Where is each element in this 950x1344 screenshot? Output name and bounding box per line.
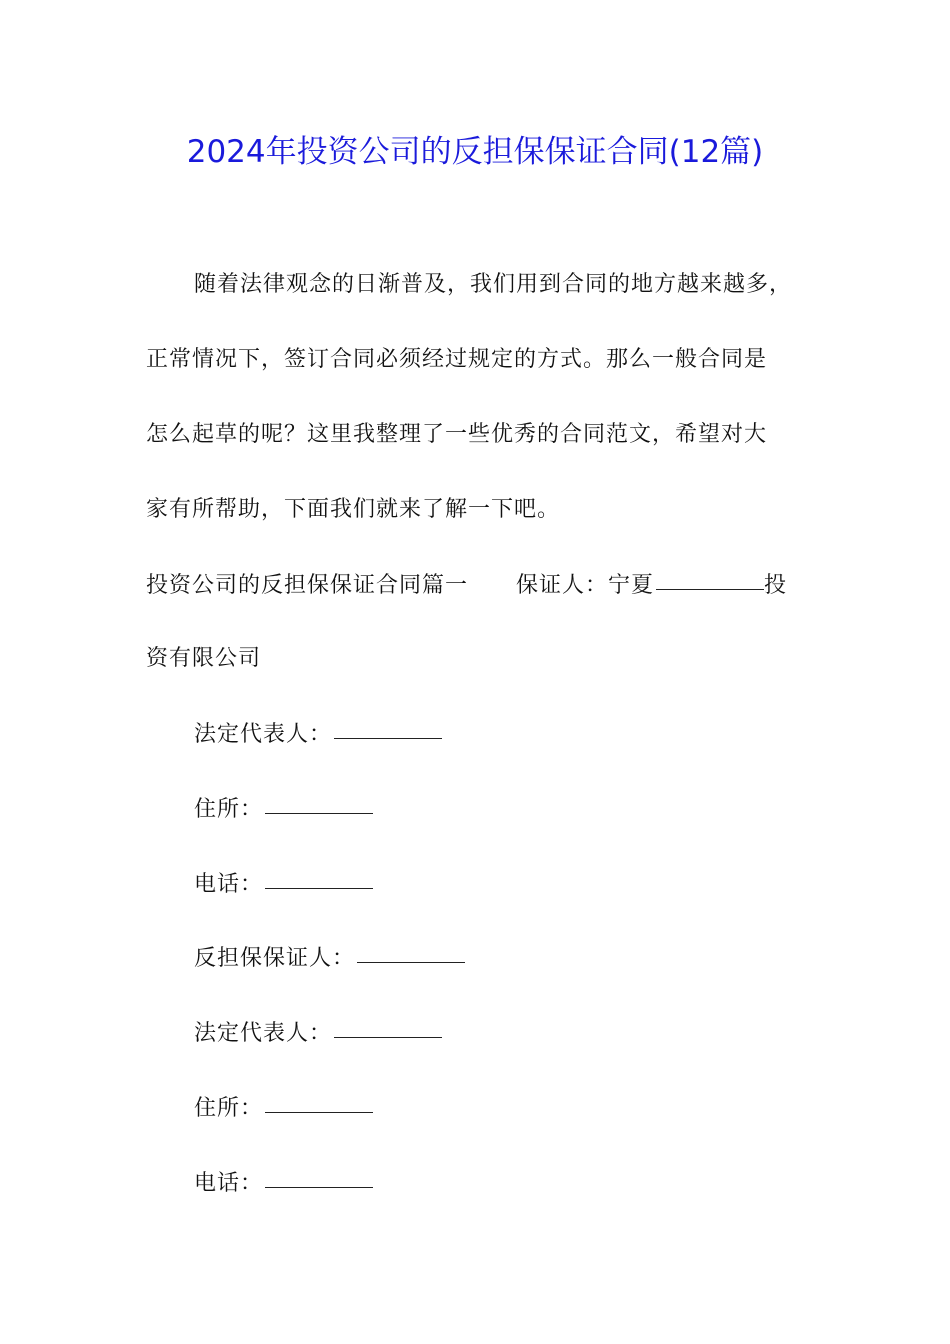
field-address bbox=[194, 793, 373, 825]
field-label: 住所： bbox=[194, 797, 264, 822]
field-counter-guarantor bbox=[194, 942, 465, 974]
field-label: 法定代表人： bbox=[194, 722, 333, 747]
section-heading: 投资公司的反担保保证合同篇一 bbox=[146, 573, 469, 598]
field-phone bbox=[194, 868, 373, 900]
field-label: 法定代表人： bbox=[194, 1021, 333, 1046]
field-label: 反担保保证人： bbox=[194, 946, 356, 971]
intro-line-1: 随着法律观念的日渐普及，我们用到合同的地方越来越多， bbox=[194, 272, 793, 297]
document-title: 2024年投资公司的反担保保证合同(12篇) bbox=[186, 134, 764, 170]
field-blank bbox=[334, 1015, 442, 1038]
guarantor-label: 保证人：宁夏 bbox=[516, 573, 655, 598]
field-blank bbox=[265, 1165, 373, 1188]
section-heading-line bbox=[146, 569, 787, 601]
field-legal-rep bbox=[194, 718, 442, 750]
field-blank bbox=[357, 940, 465, 963]
guarantor-suffix: 投 bbox=[764, 573, 788, 598]
field-blank bbox=[265, 791, 373, 814]
field-label: 住所： bbox=[194, 1096, 264, 1121]
field-blank bbox=[265, 1090, 373, 1113]
guarantor-continuation: 资有限公司 bbox=[146, 646, 262, 671]
field-blank bbox=[334, 716, 442, 739]
field-phone-2 bbox=[194, 1167, 373, 1199]
guarantor-blank bbox=[656, 567, 764, 590]
field-blank bbox=[265, 866, 373, 889]
intro-line-3: 怎么起草的呢？这里我整理了一些优秀的合同范文，希望对大 bbox=[146, 422, 768, 447]
field-legal-rep-2 bbox=[194, 1017, 442, 1049]
intro-line-4: 家有所帮助，下面我们就来了解一下吧。 bbox=[146, 497, 561, 522]
field-label: 电话： bbox=[194, 1171, 264, 1196]
field-address-2 bbox=[194, 1092, 373, 1124]
field-label: 电话： bbox=[194, 872, 264, 897]
intro-line-2: 正常情况下，签订合同必须经过规定的方式。那么一般合同是 bbox=[146, 347, 768, 372]
